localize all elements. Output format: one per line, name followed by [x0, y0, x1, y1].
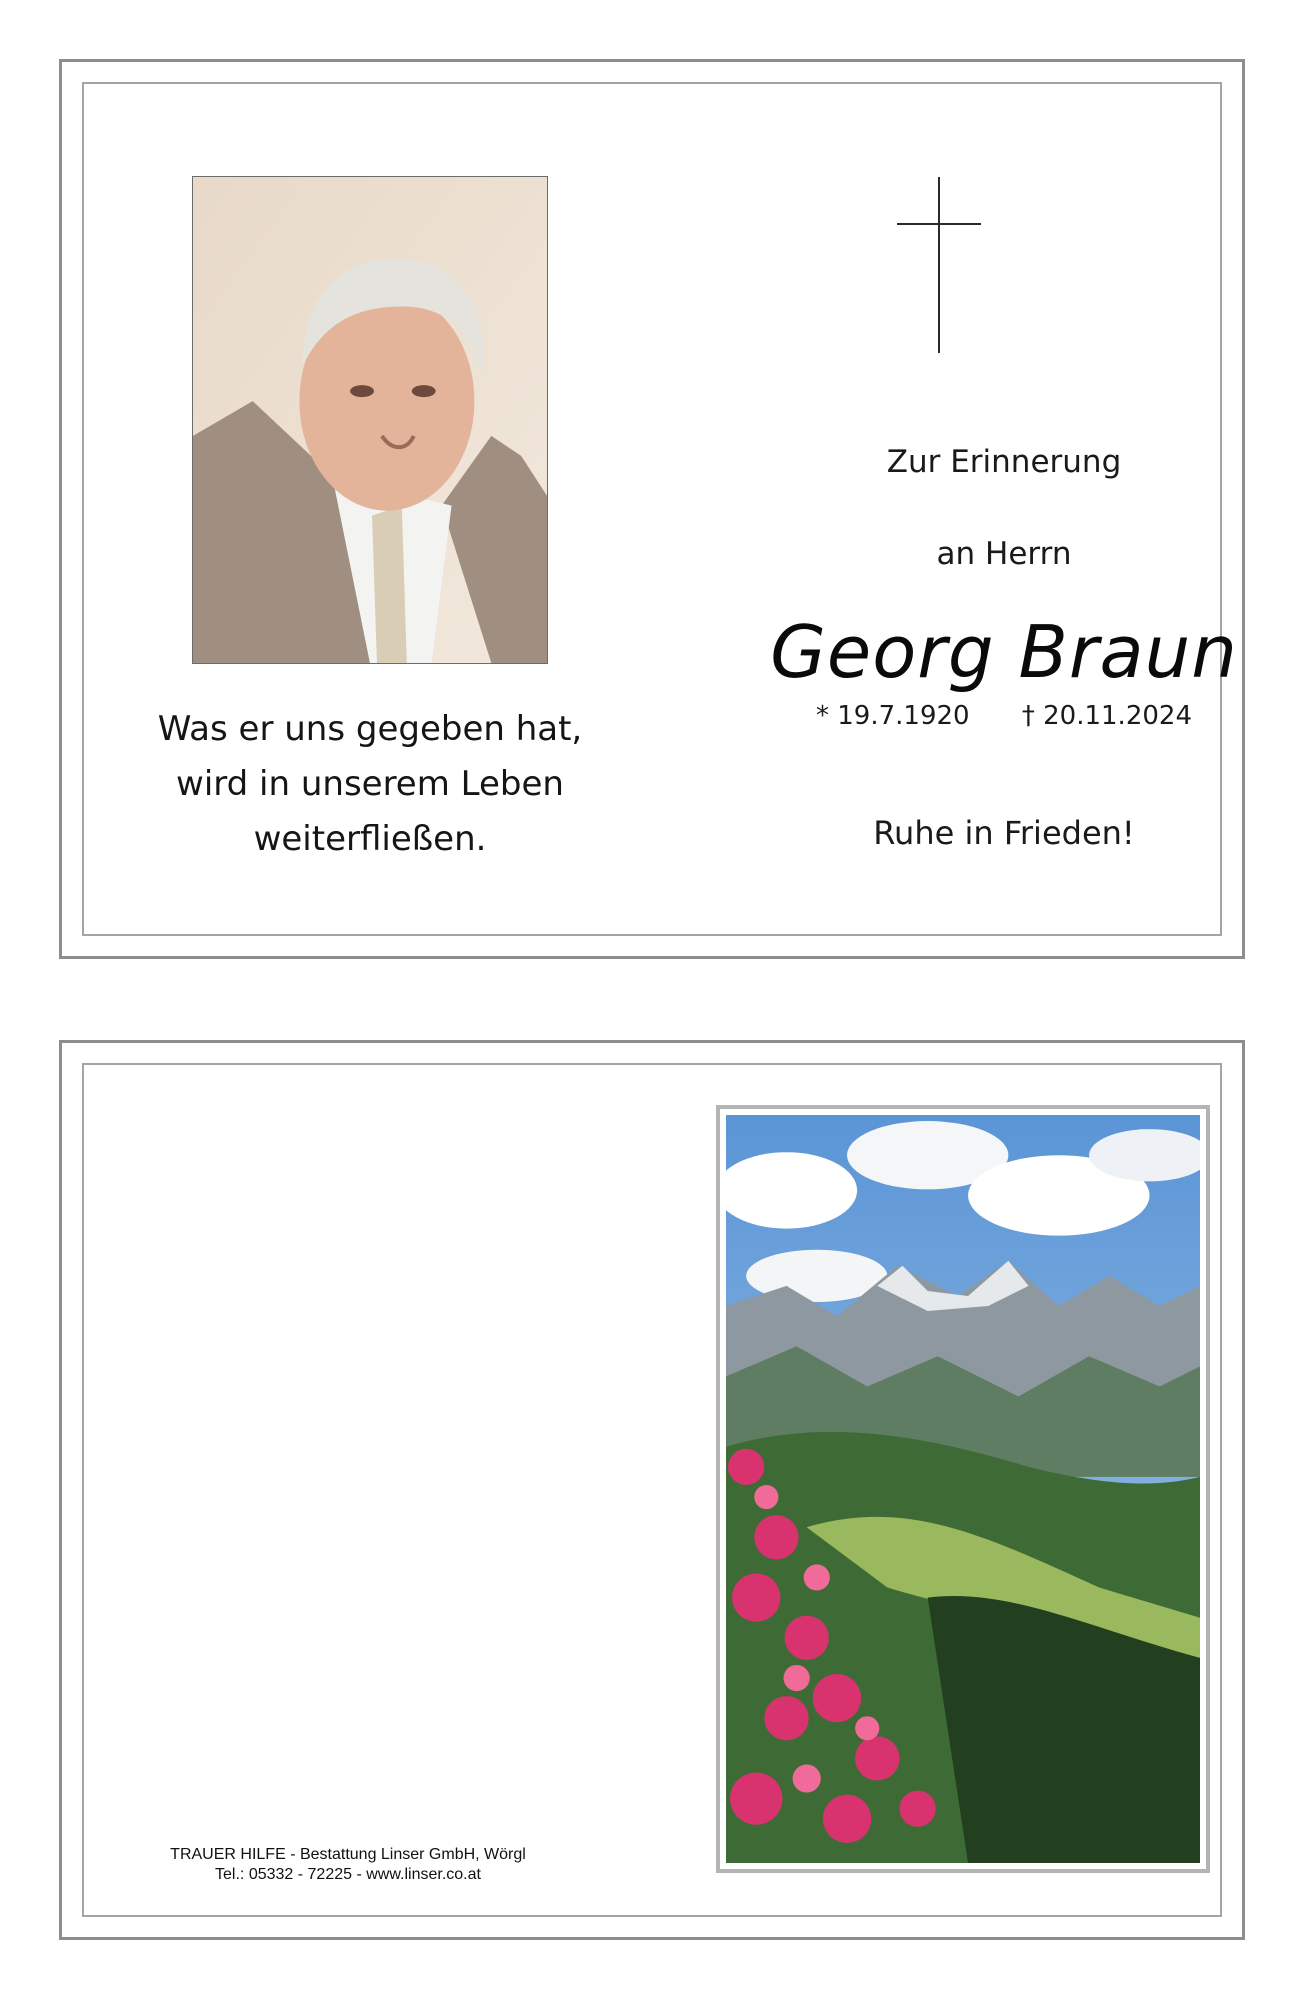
footer-line-2: Tel.: 05332 - 72225 - www.linser.co.at — [215, 1866, 481, 1883]
verse-line-3: weiterfließen. — [253, 819, 487, 859]
portrait-icon — [193, 177, 547, 663]
footer-line-1: TRAUER HILFE - Bestattung Linser GmbH, Wörgl — [170, 1846, 526, 1863]
funeral-home-credit — [124, 1845, 572, 1885]
verse-line-1: Was er uns gegeben hat, — [157, 709, 583, 749]
closing-text: Ruhe in Frieden! — [873, 814, 1135, 852]
memorial-verse — [124, 702, 616, 867]
birth-date: * 19.7.1920 — [816, 701, 970, 731]
back-card-inner-border — [82, 1063, 1222, 1917]
death-date: † 20.11.2024 — [1021, 701, 1192, 731]
memory-heading: Zur Erinnerung — [886, 444, 1122, 480]
life-dates — [684, 701, 1306, 731]
deceased-name: Georg Braun — [770, 610, 1238, 694]
back-card — [59, 1040, 1245, 1940]
front-card — [59, 59, 1245, 959]
landscape-photo — [726, 1115, 1200, 1863]
verse-line-2: wird in unserem Leben — [176, 764, 564, 804]
front-card-inner-border — [82, 82, 1238, 936]
portrait-photo — [192, 176, 548, 664]
address-text: an Herrn — [936, 536, 1072, 572]
cross-icon — [897, 177, 981, 353]
landscape-icon — [726, 1115, 1200, 1863]
landscape-photo-frame — [716, 1105, 1210, 1873]
